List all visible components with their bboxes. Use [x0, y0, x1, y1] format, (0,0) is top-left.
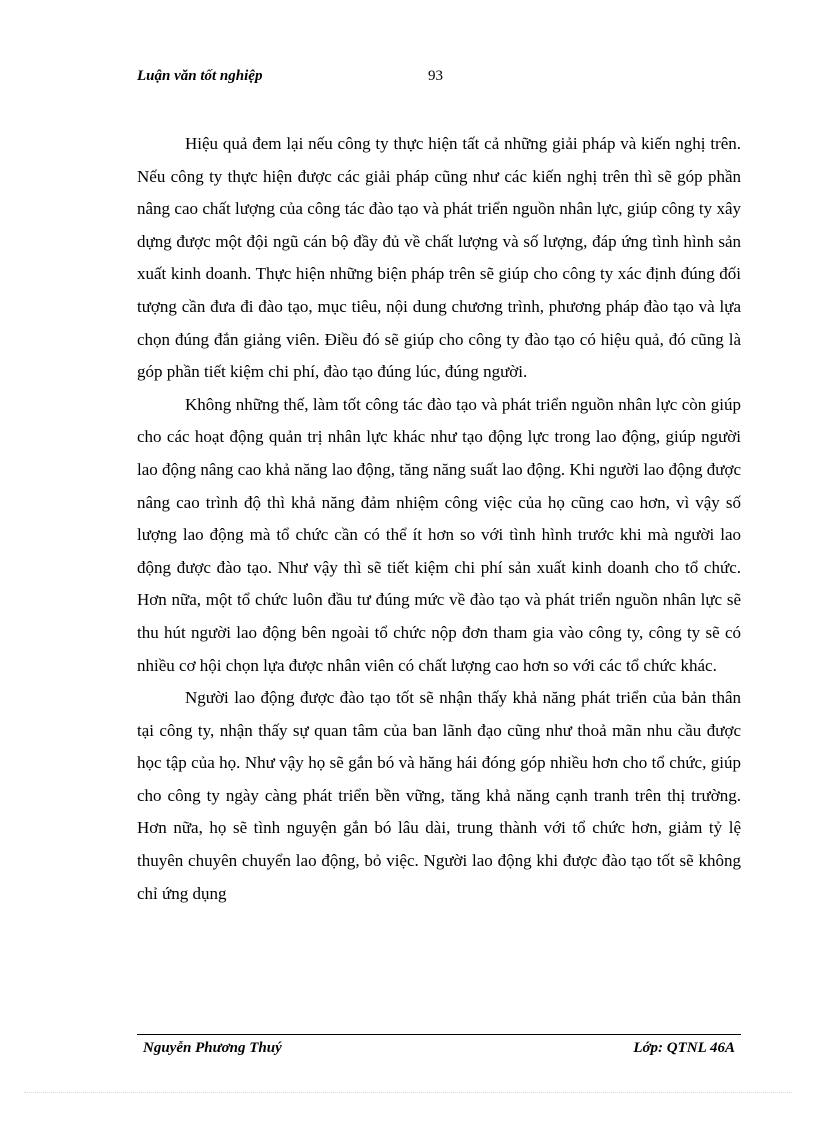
paragraph-1: Hiệu quả đem lại nếu công ty thực hiện tất cả những giải pháp và kiến nghị trên. Nếu công ty thực hiện được các giải pháp cũng như các kiến nghị trên thì sẽ góp phần nâng cao chất lượng của công tác đào tạo và phát triển nguồn nhân lực, giúp công ty xây dựng được một đội ngũ cán bộ đầy đủ về chất lượng và số lượng, đáp ứng tình hình sản xuất kinh doanh. Thực hiện những biện pháp trên sẽ giúp cho công ty xác định đúng đối tượng cần đưa đi đào tạo, mục tiêu, nội dung chương trình, phương pháp đào tạo và lựa chọn đúng đắn giảng viên. Điều đó sẽ giúp cho công ty đào tạo có hiệu quả, đó cũng là góp phần tiết kiệm chi phí, đào tạo đúng lúc, đúng người.: [137, 134, 741, 382]
footer-author: Nguyễn Phương Thuý: [143, 1040, 282, 1056]
document-body: [137, 128, 741, 910]
page-number: 93: [428, 68, 443, 84]
footer-divider: [137, 1034, 741, 1035]
page-footer: [137, 1040, 741, 1062]
paragraph-2: Không những thế, làm tốt công tác đào tạo và phát triển nguồn nhân lực còn giúp cho các hoạt động quản trị nhân lực khác như tạo động lực trong lao động, giúp người lao động nâng cao khả năng lao động, tăng năng suất lao động. Khi người lao động được nâng cao trình độ thì khả năng đảm nhiệm công việc của họ cũng cao hơn, vì vậy số lượng lao động mà tổ chức cần có thể ít hơn so với tình hình trước khi mà người lao động được đào tạo. Như vậy thì sẽ tiết kiệm chi phí sản xuất kinh doanh cho tổ chức. Hơn nữa, một tổ chức luôn đầu tư đúng mức về đào tạo và phát triển nguồn nhân lực sẽ thu hút người lao động bên ngoài tổ chức nộp đơn tham gia vào công ty, công ty sẽ có nhiều cơ hội chọn lựa được nhân viên có chất lượng cao hơn so với các tổ chức khác.: [137, 394, 741, 675]
page-edge-divider: [24, 1092, 792, 1093]
paragraph-3: Người lao động được đào tạo tốt sẽ nhận thấy khả năng phát triển của bản thân tại công ty, nhận thấy sự quan tâm của ban lãnh đạo cũng như thoả mãn nhu cầu được học tập của họ. Như vậy họ sẽ gắn bó và hăng hái đóng góp nhiều hơn cho tổ chức, giúp cho công ty ngày càng phát triển bền vững, tăng khả năng cạnh tranh trên thị trường. Hơn nữa, họ sẽ tình nguyện gắn bó lâu dài, trung thành với tổ chức hơn, giảm tỷ lệ thuyên chuyên chuyển lao động, bỏ việc. Người lao động khi được đào tạo tốt sẽ không chỉ ứng dụng: [137, 688, 741, 903]
header-title: Luận văn tốt nghiệp: [137, 68, 263, 84]
page-header: [137, 68, 741, 92]
footer-class-label: Lớp: QTNL 46A: [633, 1040, 735, 1056]
